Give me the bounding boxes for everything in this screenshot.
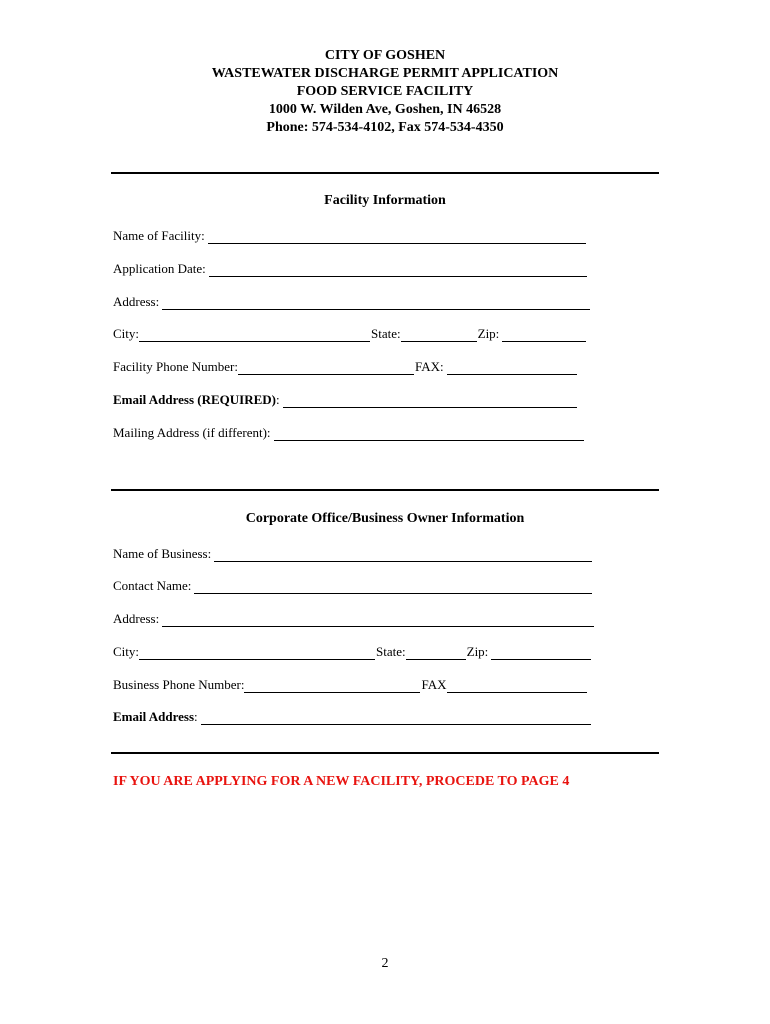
section-divider bbox=[111, 489, 659, 491]
corporate-state-field[interactable] bbox=[406, 644, 466, 660]
corporate-email-row bbox=[113, 707, 592, 725]
application-date-field[interactable] bbox=[209, 261, 587, 277]
header-contact: Phone: 574-534-4102, Fax 574-534-4350 bbox=[266, 120, 504, 135]
corporate-email-field[interactable] bbox=[201, 709, 591, 725]
facility-phone-row bbox=[113, 357, 578, 375]
section-divider bbox=[111, 172, 659, 174]
mailing-address-field[interactable] bbox=[274, 425, 584, 441]
facility-address-label: Address: bbox=[113, 294, 160, 309]
business-phone-label: Business Phone Number: bbox=[113, 677, 245, 692]
corporate-zip-field[interactable] bbox=[491, 644, 591, 660]
contact-name-field[interactable] bbox=[194, 578, 592, 594]
corporate-address-label: Address: bbox=[113, 611, 160, 626]
corporate-city-row bbox=[113, 642, 592, 660]
contact-name-row bbox=[113, 576, 593, 594]
facility-zip-label: Zip: bbox=[477, 326, 500, 341]
header-address: 1000 W. Wilden Ave, Goshen, IN 46528 bbox=[268, 102, 502, 117]
facility-name-label: Name of Facility: bbox=[113, 228, 205, 243]
facility-city-label: City: bbox=[113, 326, 140, 341]
header-city: CITY OF GOSHEN bbox=[324, 48, 446, 63]
corporate-section-title: Corporate Office/Business Owner Information bbox=[245, 511, 525, 526]
new-facility-notice: IF YOU ARE APPLYING FOR A NEW FACILITY, PROCEDE TO PAGE 4 bbox=[113, 774, 570, 789]
corporate-email-colon: : bbox=[194, 709, 198, 724]
facility-state-label: State: bbox=[371, 326, 401, 341]
corporate-state-label: State: bbox=[376, 644, 406, 659]
application-date-row bbox=[113, 259, 588, 277]
business-phone-row bbox=[113, 675, 588, 693]
mailing-address-row bbox=[113, 423, 585, 441]
facility-section-title: Facility Information bbox=[324, 193, 446, 208]
facility-email-row bbox=[113, 390, 578, 408]
mailing-address-label: Mailing Address (if different): bbox=[113, 425, 271, 440]
facility-fax-field[interactable] bbox=[447, 359, 577, 375]
facility-address-field[interactable] bbox=[162, 294, 590, 310]
header-facility-type: FOOD SERVICE FACILITY bbox=[296, 84, 474, 99]
business-name-row bbox=[113, 544, 593, 562]
facility-phone-field[interactable] bbox=[238, 359, 414, 375]
page-number: 2 bbox=[381, 956, 389, 971]
business-phone-field[interactable] bbox=[244, 677, 420, 693]
header-form-title: WASTEWATER DISCHARGE PERMIT APPLICATION bbox=[211, 66, 559, 81]
corporate-zip-label: Zip: bbox=[466, 644, 489, 659]
facility-city-field[interactable] bbox=[139, 326, 370, 342]
facility-name-field[interactable] bbox=[208, 228, 586, 244]
section-divider bbox=[111, 752, 659, 754]
application-date-label: Application Date: bbox=[113, 261, 206, 276]
facility-name-row bbox=[113, 226, 587, 244]
corporate-city-label: City: bbox=[113, 644, 140, 659]
corporate-address-field[interactable] bbox=[162, 611, 594, 627]
facility-fax-label: FAX: bbox=[414, 359, 444, 374]
contact-name-label: Contact Name: bbox=[113, 578, 192, 593]
corporate-email-label: Email Address bbox=[113, 709, 195, 724]
business-name-field[interactable] bbox=[214, 546, 592, 562]
facility-email-field[interactable] bbox=[283, 392, 577, 408]
document-header bbox=[0, 47, 770, 137]
corporate-city-field[interactable] bbox=[139, 644, 375, 660]
facility-city-row bbox=[113, 324, 587, 342]
facility-email-label: Email Address (REQUIRED) bbox=[113, 392, 277, 407]
facility-address-row bbox=[113, 292, 591, 310]
facility-email-colon: : bbox=[276, 392, 280, 407]
business-fax-label: FAX bbox=[421, 677, 447, 692]
business-fax-field[interactable] bbox=[447, 677, 587, 693]
corporate-address-row bbox=[113, 609, 595, 627]
business-name-label: Name of Business: bbox=[113, 546, 212, 561]
facility-zip-field[interactable] bbox=[502, 326, 586, 342]
facility-phone-label: Facility Phone Number: bbox=[113, 359, 238, 374]
facility-state-field[interactable] bbox=[401, 326, 477, 342]
